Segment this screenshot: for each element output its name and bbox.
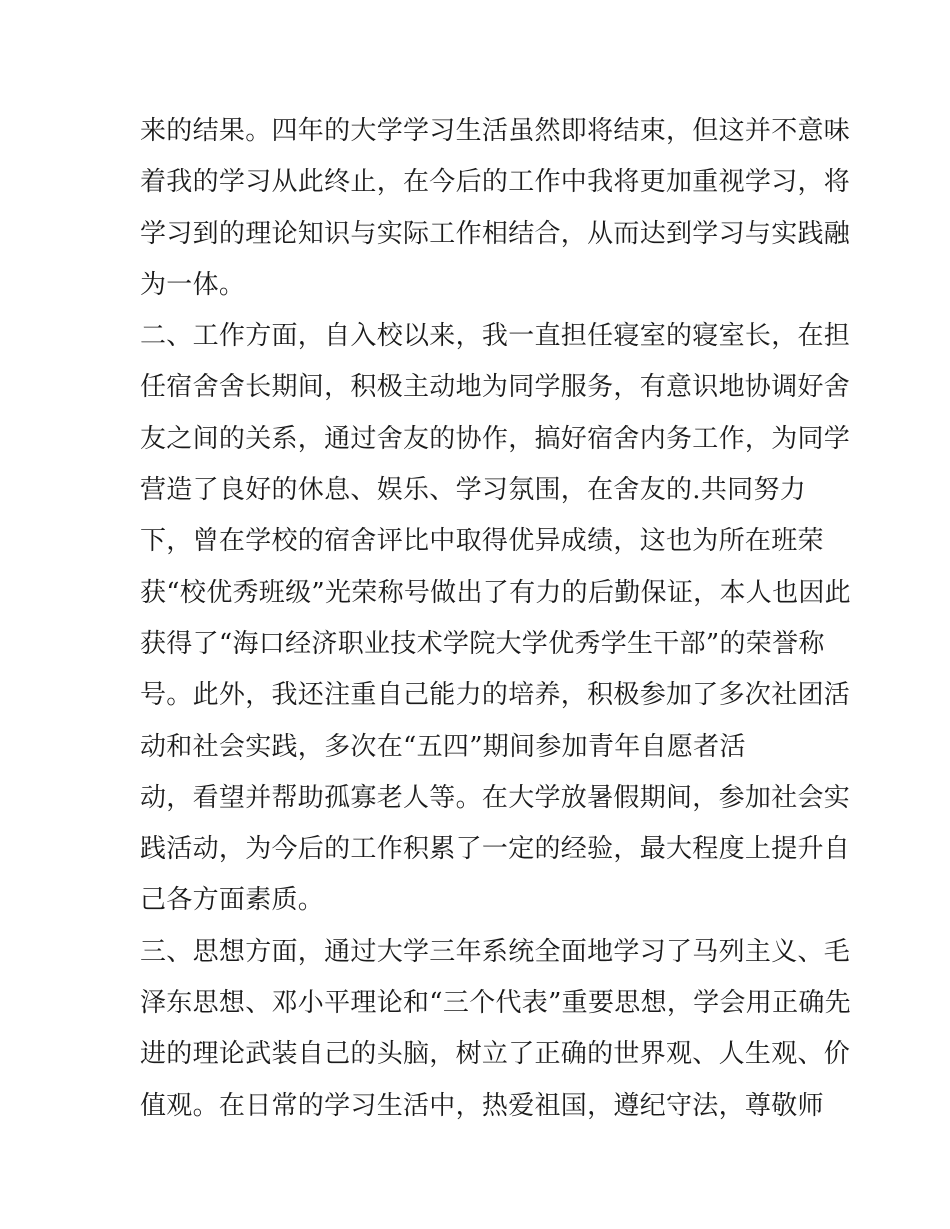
- text-line: 营造了良好的休息、娱乐、学习氛围，在舍友的.共同努力: [140, 475, 807, 506]
- text-line: 学习到的理论知识与实际工作相结合，从而达到学习与实践融: [140, 218, 851, 249]
- text-line: 值观。在日常的学习生活中，热爱祖国，遵纪守法，尊敬师: [140, 1090, 824, 1121]
- text-line: 获“校优秀班级”光荣称号做出了有力的后勤保证，本人也因此: [140, 577, 851, 608]
- text-line: 任宿舍舍长期间，积极主动地为同学服务，有意识地协调好舍: [140, 372, 851, 403]
- body-text: [140, 106, 851, 1132]
- text-line: 己各方面素质。: [140, 885, 325, 916]
- text-line: 下，曾在学校的宿舍评比中取得优异成绩，这也为所在班荣: [140, 526, 824, 557]
- text-line: 来的结果。四年的大学学习生活虽然即将结束，但这并不意味: [140, 116, 851, 146]
- text-line: 二、工作方面，自入校以来，我一直担任寝室的寝室长，在担: [140, 321, 851, 352]
- text-line: 进的理论武装自己的头脑，树立了正确的世界观、人生观、价: [140, 1039, 851, 1070]
- text-line: 友之间的关系，通过舍友的协作，搞好宿舍内务工作，为同学: [140, 423, 851, 454]
- text-line: 动，看望并帮助孤寡老人等。在大学放暑假期间，参加社会实: [140, 782, 851, 813]
- text-line: 为一体。: [140, 269, 246, 300]
- text-line: 动和社会实践，多次在“五四”期间参加青年自愿者活: [140, 731, 746, 762]
- text-line: 号。此外，我还注重自己能力的培养，积极参加了多次社团活: [140, 680, 851, 711]
- text-line: 践活动，为今后的工作积累了一定的经验，最大程度上提升自: [140, 834, 851, 865]
- text-line: 三、思想方面，通过大学三年系统全面地学习了马列主义、毛: [140, 936, 851, 967]
- text-line: 泽东思想、邓小平理论和“三个代表”重要思想，学会用正确先: [140, 988, 851, 1019]
- text-line: 获得了“海口经济职业技术学院大学优秀学生干部”的荣誉称: [140, 628, 825, 659]
- text-line: 着我的学习从此终止，在今后的工作中我将更加重视学习，将: [140, 167, 851, 198]
